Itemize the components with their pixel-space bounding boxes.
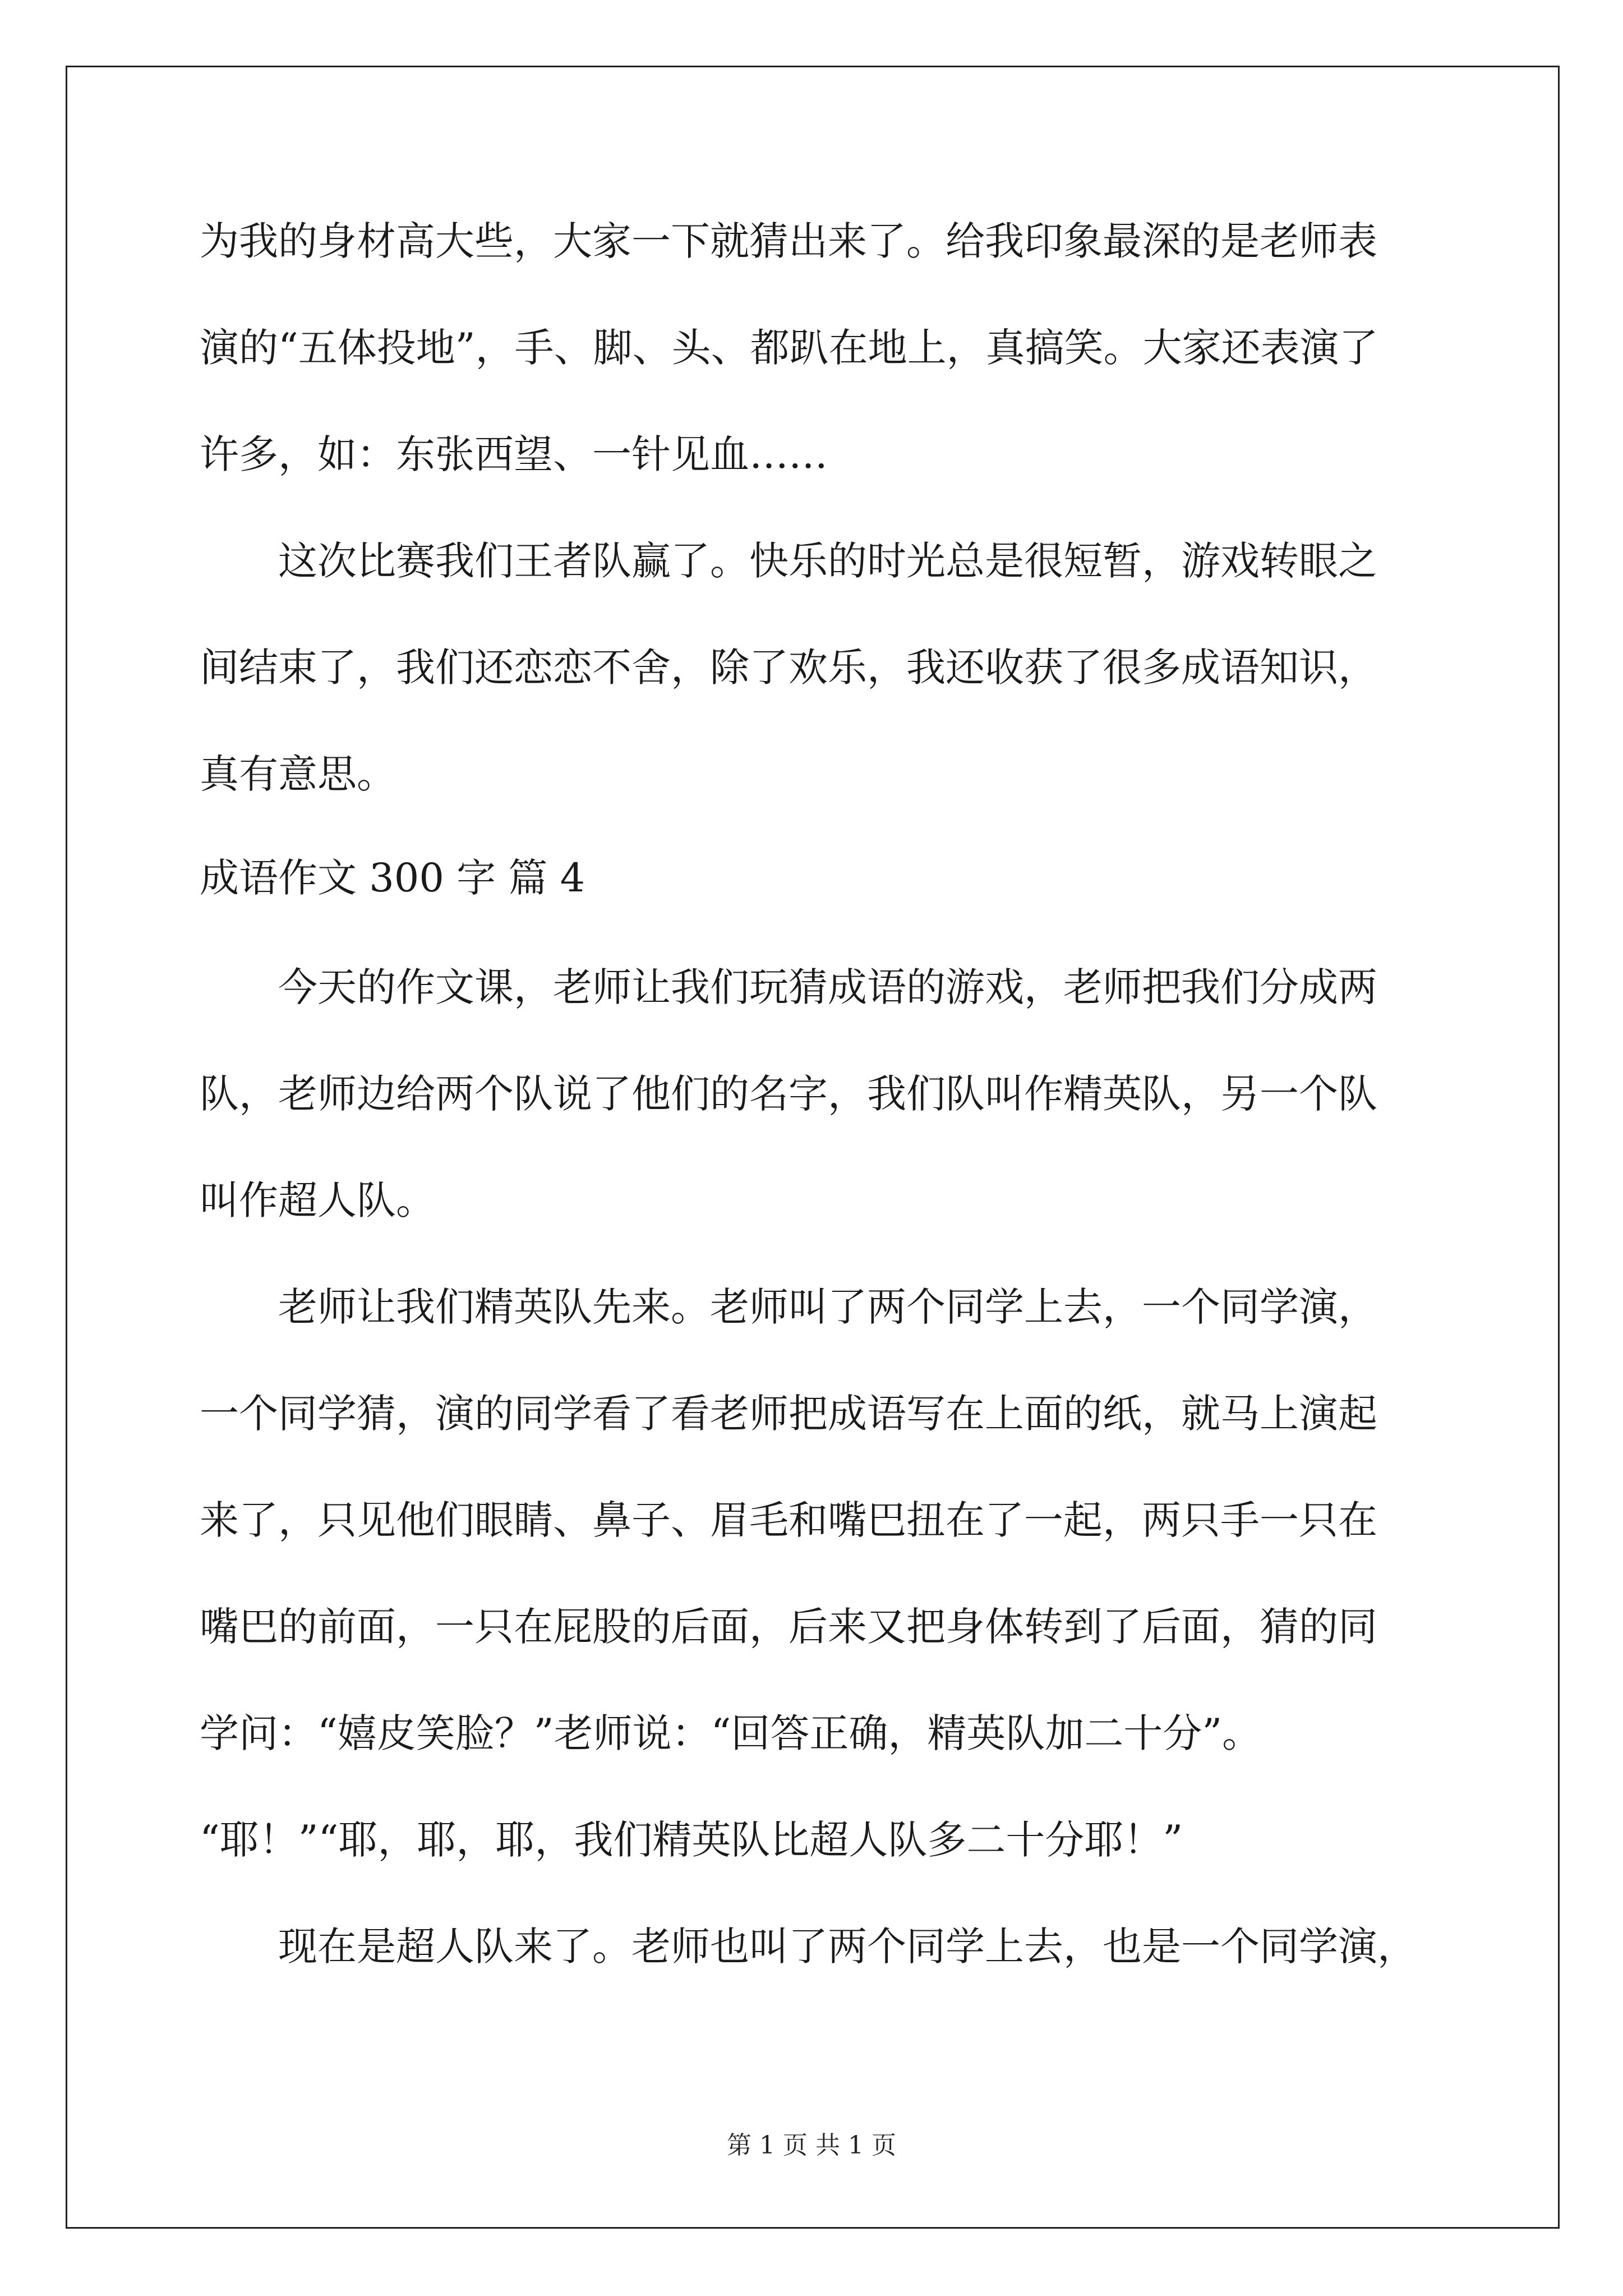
text-line: 队，老师边给两个队说了他们的名字，我们队叫作精英队，另一个队 (200, 1071, 1377, 1117)
section-heading: 成语作文 300 字 篇 4 (200, 855, 585, 901)
paragraph-first-line: 这次比赛我们王者队赢了。快乐的时光总是很短暂，游戏转眼之 (278, 538, 1377, 584)
paragraph-first-line: 现在是超人队来了。老师也叫了两个同学上去，也是一个同学演， (278, 1924, 1417, 1970)
page-number-footer: 第 1 页 共 1 页 (727, 2131, 896, 2160)
text-line: 叫作超人队。 (200, 1177, 435, 1223)
text-line: 许多，如：东张西望、一针见血…… (200, 431, 828, 477)
text-line: 间结束了，我们还恋恋不舍，除了欢乐，我还收获了很多成语知识， (200, 645, 1377, 691)
text-line: 真有意思。 (200, 751, 396, 797)
text-line: 为我的身材高大些，大家一下就猜出来了。给我印象最深的是老师表 (200, 218, 1377, 264)
text-line: 学问：“嬉皮笑脸？”老师说：“回答正确，精英队加二十分”。 (200, 1710, 1262, 1756)
page-border (66, 66, 1560, 2229)
text-line: 嘴巴的前面，一只在屁股的后面，后来又把身体转到了后面，猜的同 (200, 1604, 1377, 1650)
paragraph-first-line: 老师让我们精英队先来。老师叫了两个同学上去，一个同学演， (278, 1284, 1377, 1330)
paragraph-first-line: 今天的作文课，老师让我们玩猜成语的游戏，老师把我们分成两 (278, 964, 1377, 1010)
text-line: “耶！”“耶，耶，耶，我们精英队比超人队多二十分耶！” (200, 1817, 1183, 1863)
text-line: 一个同学猜，演的同学看了看老师把成语写在上面的纸，就马上演起 (200, 1391, 1377, 1437)
text-line: 来了，只见他们眼睛、鼻子、眉毛和嘴巴扭在了一起，两只手一只在 (200, 1497, 1377, 1543)
text-line: 演的“五体投地”，手、脚、头、都趴在地上，真搞笑。大家还表演了 (200, 325, 1378, 371)
